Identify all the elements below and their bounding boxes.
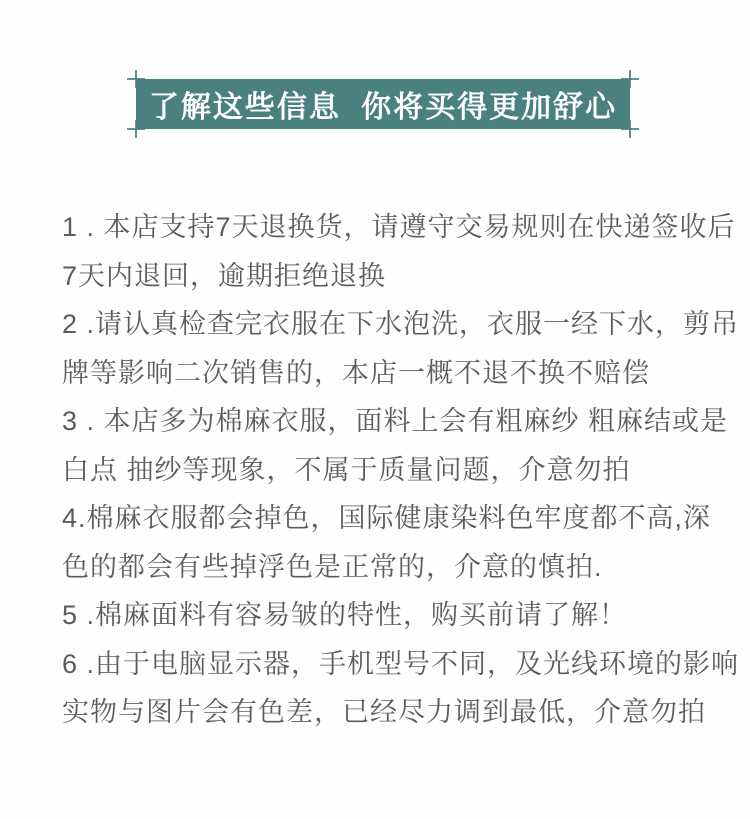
notice-line: 6 .由于电脑显示器，手机型号不同，及光线环境的影响	[62, 648, 740, 679]
notice-line: 实物与图片会有色差，已经尽力调到最低，介意勿拍	[62, 697, 706, 727]
notice-line: 白点 抽纱等现象，不属于质量问题，介意勿拍	[62, 454, 631, 485]
notice-item	[62, 494, 722, 591]
corner-crop-mark-icon	[127, 70, 145, 88]
header-banner	[136, 79, 630, 129]
notice-line: 5 .棉麻面料有容易皱的特性，购买前请了解！	[62, 600, 628, 630]
notice-line: 1 . 本店支持7天退换货，请遵守交易规则在快递签收后	[62, 212, 736, 242]
notice-line: 色的都会有些掉浮色是正常的，介意的慎拍.	[62, 551, 603, 582]
notice-line: 4.棉麻衣服都会掉色，国际健康染料色牢度都不高,深	[62, 503, 712, 533]
corner-crop-mark-icon	[621, 70, 639, 88]
notice-item	[62, 591, 722, 640]
notice-line: 牌等影响二次销售的，本店一概不退不换不赔偿	[62, 357, 650, 388]
corner-crop-mark-icon	[127, 120, 145, 138]
notice-item	[62, 203, 736, 300]
notice-item	[62, 300, 740, 397]
notice-line: 3 . 本店多为棉麻衣服，面料上会有粗麻纱 粗麻结或是	[62, 406, 729, 436]
notice-item	[62, 640, 740, 737]
notice-line: 7天内退回，逾期拒绝退换	[62, 260, 387, 291]
notice-line: 2 .请认真检查完衣服在下水泡洗，衣服一经下水，剪吊	[62, 309, 740, 339]
notice-item	[62, 397, 729, 494]
banner-title: 了解这些信息 你将买得更加舒心	[148, 91, 618, 124]
corner-crop-mark-icon	[621, 120, 639, 138]
notice-list	[62, 203, 740, 737]
